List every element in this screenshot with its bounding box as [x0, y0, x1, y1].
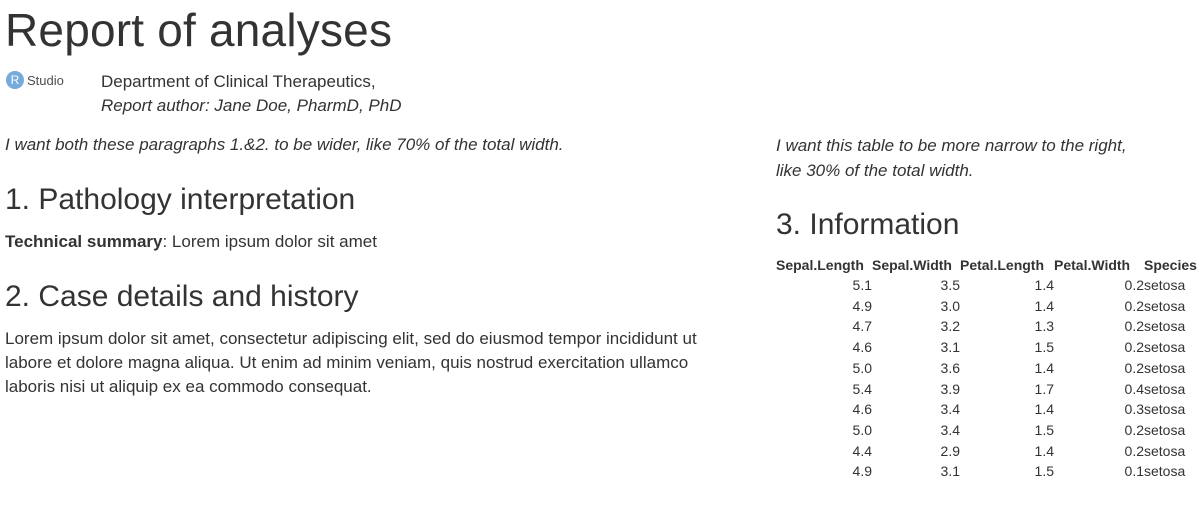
table-row — [776, 441, 1197, 462]
column-header: Sepal.Width — [872, 257, 952, 273]
table-cell: 1.4 — [1034, 277, 1054, 293]
table-row — [776, 461, 1197, 482]
column-header: Species — [1144, 257, 1197, 273]
table-row — [776, 379, 1197, 400]
table-cell: 1.4 — [1034, 297, 1054, 314]
left-column-note: I want both these paragraphs 1.&2. to be wider, like 70% of the total width. — [5, 135, 564, 154]
department-line: Department of Clinical Therapeutics, — [101, 72, 376, 91]
right-column-note: I want this table to be more narrow to the right, like 30% of the total width. — [776, 136, 1127, 180]
iris-data-table — [776, 255, 1197, 482]
table-cell: 1.7 — [1034, 380, 1054, 397]
table-cell: 3.1 — [940, 339, 960, 356]
table-row — [776, 296, 1197, 317]
section-2-body: Lorem ipsum dolor sit amet, consectetur adipiscing elit, sed do eiusmod tempor incididunt ut labore et dolore magna aliqua. Ut enim ad minim veniam, quis nostrud exercitation ullamco laboris nisi ut aliquip ex ea commodo consequat. — [5, 329, 697, 396]
table-cell: setosa — [1144, 401, 1186, 418]
table-cell: 1.5 — [1034, 421, 1054, 438]
table-cell: 1.3 — [1034, 318, 1054, 335]
table-cell: 4.9 — [852, 297, 872, 314]
table-cell: setosa — [1144, 339, 1186, 356]
table-cell: 1.5 — [1034, 339, 1054, 356]
table-cell: 3.6 — [940, 359, 960, 376]
table-row — [776, 275, 1197, 296]
table-row — [776, 420, 1197, 441]
table-cell: setosa — [1144, 442, 1186, 459]
table-cell: 1.4 — [1034, 359, 1054, 376]
table-cell: 0.3 — [1124, 401, 1144, 418]
table-cell: 4.6 — [852, 339, 872, 356]
table-cell: setosa — [1144, 318, 1186, 335]
author-line: Report author: Jane Doe, PharmD, PhD — [101, 96, 402, 115]
table-cell: 3.0 — [940, 297, 960, 314]
table-cell: 0.2 — [1124, 339, 1144, 356]
table-row — [776, 358, 1197, 379]
table-cell: 0.2 — [1124, 359, 1144, 376]
table-cell: 5.4 — [852, 380, 872, 397]
table-cell: setosa — [1144, 359, 1186, 376]
table-cell: 0.2 — [1124, 297, 1144, 314]
rstudio-logo — [6, 69, 64, 91]
table-cell: setosa — [1144, 297, 1186, 314]
table-row — [776, 399, 1197, 420]
section-3-heading: 3. Information — [776, 208, 960, 241]
table-cell: setosa — [1144, 463, 1186, 480]
column-header: Petal.Width — [1054, 257, 1131, 273]
summary-text: : Lorem ipsum dolor sit amet — [162, 232, 377, 251]
table-cell: 3.9 — [940, 380, 960, 397]
table-cell: setosa — [1144, 380, 1186, 397]
column-header: Sepal.Length — [776, 257, 864, 273]
table-cell: 0.1 — [1124, 463, 1144, 480]
table-cell: 3.5 — [940, 277, 960, 293]
table-cell: 0.4 — [1124, 380, 1144, 397]
table-cell: 0.2 — [1124, 442, 1144, 459]
table-body — [776, 275, 1197, 482]
table-row — [776, 316, 1197, 337]
table-cell: 3.1 — [940, 463, 960, 480]
table-cell: 1.5 — [1034, 463, 1054, 480]
table-header-row — [776, 255, 1197, 275]
table-cell: 1.4 — [1034, 401, 1054, 418]
logo-text: Studio — [27, 72, 64, 88]
section-2-heading: 2. Case details and history — [5, 280, 359, 313]
table-cell: 3.4 — [940, 421, 960, 438]
table-cell: 5.0 — [852, 421, 872, 438]
summary-label: Technical summary — [5, 232, 163, 251]
table-cell: 4.4 — [852, 442, 872, 459]
table-cell: 4.7 — [852, 318, 872, 335]
section-1-heading: 1. Pathology interpretation — [5, 183, 356, 216]
table-cell: 0.2 — [1124, 277, 1144, 293]
table-cell: 4.9 — [852, 463, 872, 480]
table-cell: 0.2 — [1124, 421, 1144, 438]
page-title: Report of analyses — [5, 4, 393, 56]
table-cell: 2.9 — [940, 442, 960, 459]
table-cell: setosa — [1144, 277, 1186, 293]
table-cell: 3.2 — [940, 318, 960, 335]
table-cell: 5.1 — [852, 277, 872, 293]
r-logo-icon: R — [6, 71, 24, 89]
technical-summary — [5, 230, 377, 254]
column-header: Petal.Length — [960, 257, 1045, 273]
table-cell: 5.0 — [852, 359, 872, 376]
table-cell: 1.4 — [1034, 442, 1054, 459]
table-cell: 3.4 — [940, 401, 960, 418]
table-row — [776, 337, 1197, 358]
table-cell: 0.2 — [1124, 318, 1144, 335]
table-cell: 4.6 — [852, 401, 872, 418]
table-cell: setosa — [1144, 421, 1186, 438]
